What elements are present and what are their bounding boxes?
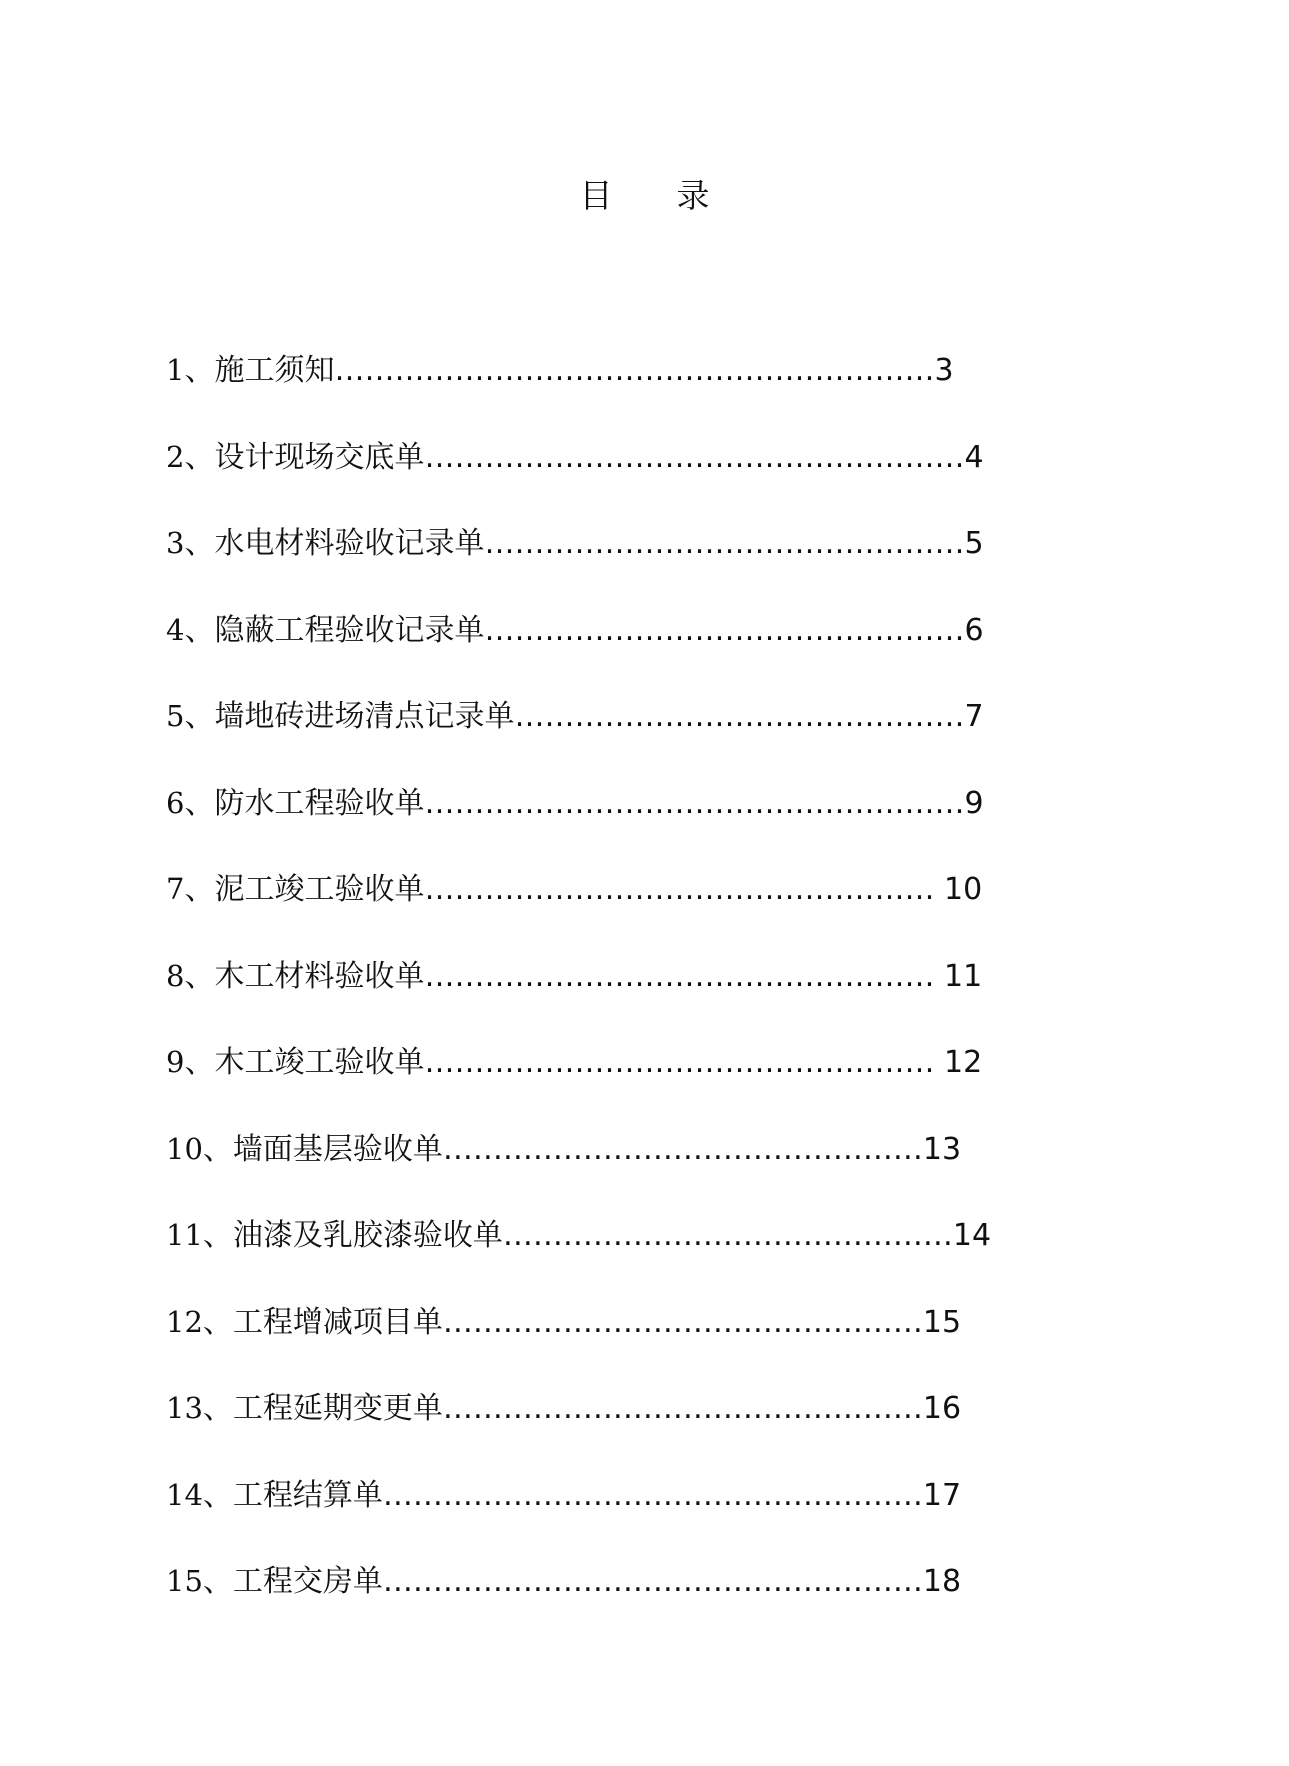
- title-char-1: 目: [579, 176, 613, 215]
- toc-entry-leader: ……………………………………………: [424, 872, 944, 907]
- toc-entry-page: 6: [964, 612, 984, 648]
- toc-entry-separator: 、: [184, 958, 215, 994]
- toc-entry-label: 施工须知: [214, 353, 335, 388]
- toc-entry-number: 5: [166, 699, 185, 733]
- toc-entry-separator: 、: [202, 1131, 233, 1167]
- toc-entry[interactable]: [166, 783, 1066, 870]
- title-char-2: 录: [676, 176, 710, 215]
- toc-entry-label: 木工材料验收单: [214, 958, 425, 994]
- toc-entry-number: 10: [166, 1131, 203, 1166]
- toc-entry-number: 7: [166, 872, 185, 906]
- toc-entry-number: 15: [166, 1564, 203, 1598]
- toc-entry-number: 3: [166, 526, 185, 560]
- toc-entry-leader: ………………………………………………: [424, 439, 965, 475]
- toc-entry-separator: 、: [184, 872, 215, 907]
- toc-entry-leader: …………………………………………: [484, 526, 965, 561]
- toc-entry-separator: 、: [202, 1391, 233, 1426]
- toc-entry-page: 3: [934, 353, 954, 388]
- toc-entry-leader: ………………………………………………: [382, 1477, 923, 1513]
- toc-entry-separator: 、: [202, 1477, 233, 1513]
- toc-entry-number: 13: [166, 1391, 203, 1425]
- toc-entry-label: 设计现场交底单: [214, 439, 425, 475]
- toc-entry-label: 工程交房单: [232, 1564, 383, 1599]
- toc-entry-number: 1: [166, 353, 185, 387]
- toc-entry-page: 11: [944, 958, 983, 994]
- toc-entry-leader: …………………………………………: [442, 1131, 923, 1167]
- toc-entry-leader: ………………………………………: [502, 1218, 953, 1253]
- toc-entry-separator: 、: [184, 612, 215, 648]
- toc-entry-number: 2: [166, 439, 185, 474]
- toc-entry[interactable]: [166, 1302, 1066, 1389]
- toc-entry-separator: 、: [184, 526, 215, 561]
- toc-entry-label: 隐蔽工程验收记录单: [214, 612, 485, 648]
- toc-entry-separator: 、: [202, 1304, 233, 1340]
- toc-entry-label: 工程延期变更单: [232, 1391, 443, 1426]
- toc-entry-page: 4: [964, 439, 984, 475]
- toc-entry[interactable]: [166, 1388, 1066, 1475]
- toc-entry[interactable]: [166, 610, 1066, 697]
- toc-entry-leader: …………………………………………: [442, 1304, 923, 1340]
- toc-entry[interactable]: [166, 956, 1066, 1043]
- toc-entry-label: 木工竣工验收单: [214, 1045, 425, 1080]
- toc-entry-separator: 、: [184, 785, 215, 821]
- page-title: [0, 176, 1289, 216]
- toc-entry-leader: …………………………………………: [442, 1391, 923, 1426]
- toc-entry-number: 11: [166, 1218, 203, 1252]
- toc-entry-number: 6: [166, 785, 185, 820]
- toc-entry[interactable]: [166, 523, 1066, 610]
- toc-entry-number: 9: [166, 1045, 185, 1079]
- toc-entry-page: 5: [964, 526, 984, 561]
- toc-entry-number: 8: [166, 958, 185, 993]
- toc-entry-leader: ……………………………………………………: [334, 353, 935, 388]
- toc-entry-page: 18: [922, 1564, 962, 1599]
- toc-entry-label: 泥工竣工验收单: [214, 872, 425, 907]
- toc-entry-label: 油漆及乳胶漆验收单: [232, 1218, 503, 1253]
- toc-entry-page: 13: [922, 1131, 962, 1167]
- toc-entry-number: 14: [166, 1477, 203, 1512]
- toc-entry-label: 墙面基层验收单: [232, 1131, 443, 1167]
- toc-entry-label: 工程增减项目单: [232, 1304, 443, 1340]
- toc-entry-leader: ………………………………………: [514, 699, 965, 734]
- toc-entry-label: 防水工程验收单: [214, 785, 425, 821]
- toc-entry-separator: 、: [184, 353, 215, 388]
- toc-entry-separator: 、: [184, 439, 215, 475]
- toc-entry[interactable]: [166, 1129, 1066, 1216]
- toc-entry[interactable]: [166, 1042, 1066, 1129]
- toc-entry-leader: ………………………………………………: [424, 785, 965, 821]
- toc-entry-number: 4: [166, 612, 185, 647]
- toc-entry-page: 12: [944, 1045, 983, 1080]
- toc-entry[interactable]: [166, 869, 1066, 956]
- toc-entry[interactable]: [166, 696, 1066, 783]
- toc-entry[interactable]: [166, 437, 1066, 524]
- toc-entry-page: 15: [922, 1304, 962, 1340]
- toc-entry-page: 10: [944, 872, 983, 907]
- toc-entry-page: 14: [952, 1218, 992, 1253]
- toc-entry-label: 工程结算单: [232, 1477, 383, 1513]
- toc-entry-page: 7: [964, 699, 984, 734]
- toc-entry[interactable]: [166, 1475, 1066, 1562]
- toc-entry-separator: 、: [184, 1045, 215, 1080]
- toc-entry[interactable]: [166, 1215, 1066, 1302]
- toc-entry-label: 水电材料验收记录单: [214, 526, 485, 561]
- toc-entry-separator: 、: [202, 1218, 233, 1253]
- toc-entry[interactable]: [166, 1561, 1066, 1648]
- toc-entry-page: 17: [922, 1477, 962, 1513]
- table-of-contents: [166, 350, 1066, 1648]
- toc-entry-leader: ……………………………………………: [424, 958, 944, 994]
- toc-entry-leader: …………………………………………: [484, 612, 965, 648]
- toc-entry-label: 墙地砖进场清点记录单: [214, 699, 515, 734]
- toc-entry-number: 12: [166, 1304, 203, 1339]
- toc-entry-separator: 、: [184, 699, 215, 734]
- toc-entry[interactable]: [166, 350, 1066, 437]
- toc-entry-leader: ……………………………………………: [424, 1045, 944, 1080]
- toc-entry-page: 16: [922, 1391, 962, 1426]
- toc-entry-leader: ………………………………………………: [382, 1564, 923, 1599]
- toc-entry-page: 9: [964, 785, 984, 821]
- toc-entry-separator: 、: [202, 1564, 233, 1599]
